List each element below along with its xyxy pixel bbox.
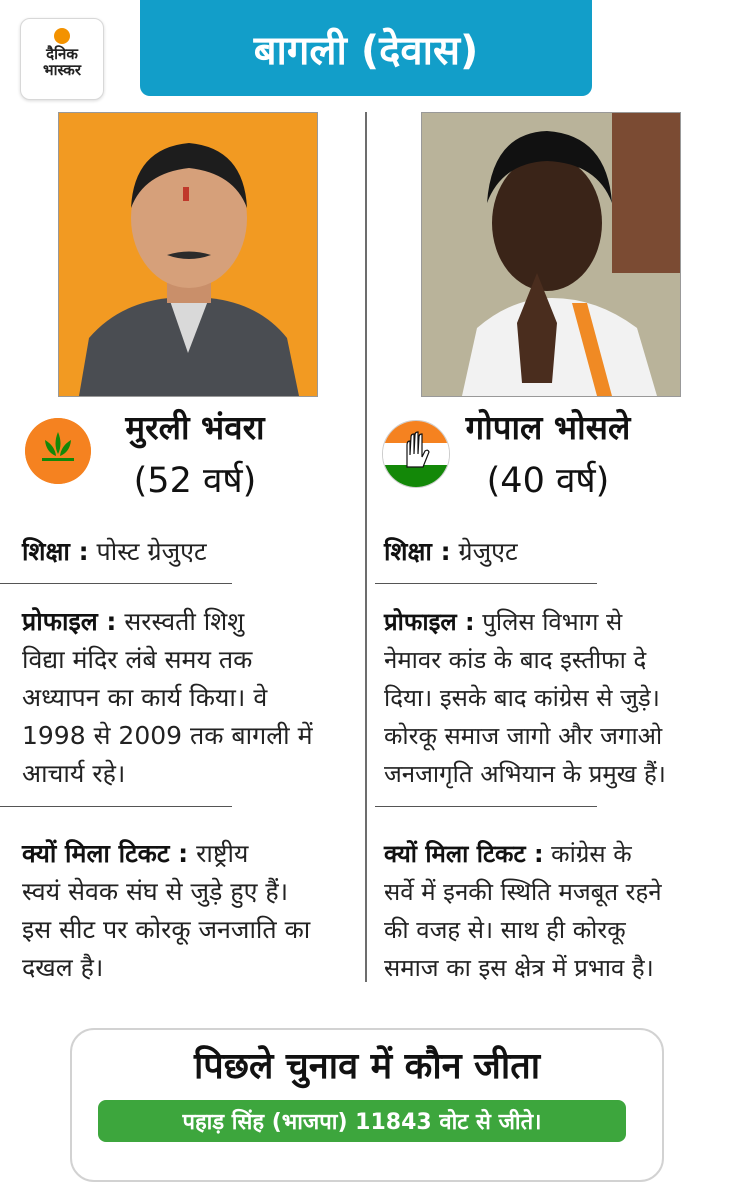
separator-line xyxy=(375,806,597,807)
ticket-line: की वजह से। साथ ही कोरकू xyxy=(384,916,626,944)
brand-line-1: दैनिक xyxy=(46,45,78,63)
candidate-1-name: मुरली भंवरा xyxy=(125,408,265,447)
candidate-1-age: (52 वर्ष) xyxy=(133,461,257,501)
profile-line: नेमावर कांड के बाद इस्तीफा दे xyxy=(384,646,647,674)
ticket-line: समाज का इस क्षेत्र में प्रभाव है। xyxy=(384,954,654,982)
education-value: पोस्ट ग्रेजुएट xyxy=(88,537,207,566)
profile-line: अध्यापन का कार्य किया। वे xyxy=(22,683,268,712)
sun-icon xyxy=(54,28,70,44)
profile-line: कोरकू समाज जागो और जगाओ xyxy=(384,722,663,750)
profile-label: प्रोफाइल : xyxy=(22,607,117,636)
candidate-2-name: गोपाल भोसले xyxy=(465,408,631,447)
candidate-2-education xyxy=(384,533,518,571)
candidate-2-photo xyxy=(421,112,681,397)
ticket-line: इस सीट पर कोरकू जनजाति का xyxy=(22,915,311,944)
last-election-result: पहाड़ सिंह (भाजपा) 11843 वोट से जीते। xyxy=(98,1100,626,1142)
ticket-line: स्वयं सेवक संघ से जुड़े हुए हैं। xyxy=(22,877,289,906)
ticket-label: क्यों मिला टिकट : xyxy=(384,840,544,868)
profile-line: आचार्य रहे। xyxy=(22,759,126,788)
profile-line: 1998 से 2009 तक बागली में xyxy=(22,721,313,750)
separator-line xyxy=(375,583,597,584)
separator-line xyxy=(0,583,232,584)
ticket-line: राष्ट्रीय xyxy=(196,839,249,868)
profile-label: प्रोफाइल : xyxy=(384,608,475,636)
ticket-line: सर्वे में इनकी स्थिति मजबूत रहने xyxy=(384,878,662,906)
profile-line: सरस्वती शिशु xyxy=(124,607,245,636)
education-value: ग्रेजुएट xyxy=(450,537,518,566)
candidate-1-profile xyxy=(22,603,313,793)
column-divider xyxy=(365,112,367,982)
profile-line: दिया। इसके बाद कांग्रेस से जुड़े। xyxy=(384,684,660,712)
candidate-1-photo xyxy=(58,112,318,397)
last-election-title: पिछले चुनाव में कौन जीता xyxy=(193,1046,541,1087)
ticket-line: दखल है। xyxy=(22,953,104,982)
separator-line xyxy=(0,806,232,807)
profile-line: विद्या मंदिर लंबे समय तक xyxy=(22,645,253,674)
candidate-2-age: (40 वर्ष) xyxy=(486,461,610,501)
candidate-2-ticket-reason xyxy=(384,835,662,987)
candidate-1-education xyxy=(22,533,207,571)
ticket-label: क्यों मिला टिकट : xyxy=(22,839,189,868)
candidate-2-profile xyxy=(384,603,666,793)
profile-line: पुलिस विभाग से xyxy=(474,608,623,636)
ticket-line: कांग्रेस के xyxy=(543,840,632,868)
constituency-title: बागली (देवास) xyxy=(140,0,592,96)
education-label: शिक्षा : xyxy=(384,537,451,566)
profile-line: जनजागृति अभियान के प्रमुख हैं। xyxy=(384,760,666,788)
dainik-bhaskar-logo xyxy=(20,18,104,100)
brand-line-2: भास्कर xyxy=(43,61,81,79)
education-label: शिक्षा : xyxy=(22,537,89,566)
candidate-1-ticket-reason xyxy=(22,835,310,987)
